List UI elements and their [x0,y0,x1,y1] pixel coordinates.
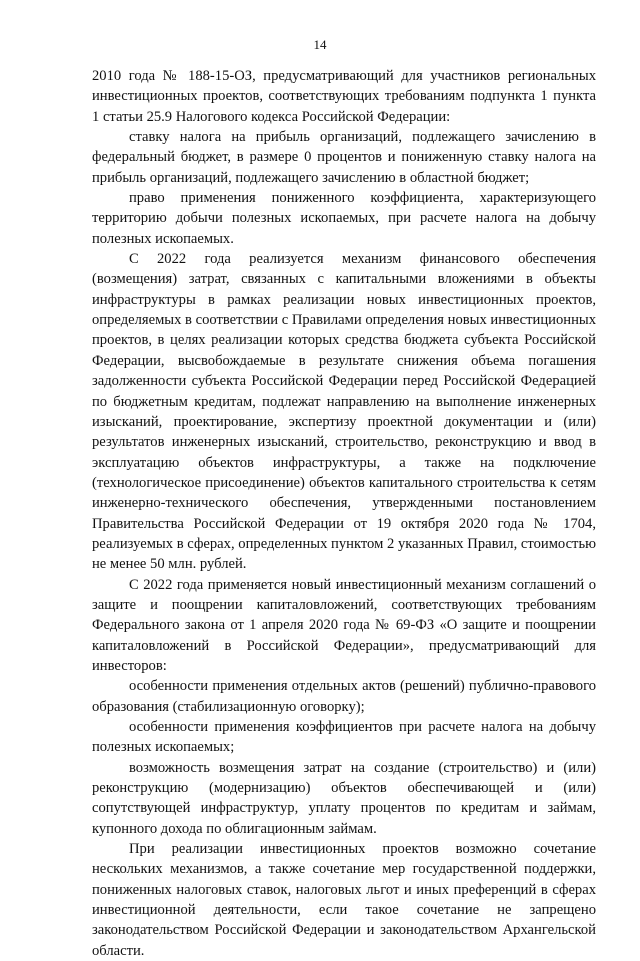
paragraph-cost-reimbursement: возможность возмещения затрат на создание (строительство) и (или) реконструкцию (модернизацию) объектов обеспечивающей и (или) сопутствующей инфраструктур, уплату процентов по кредитам и займам, купонного дохода по облигационным займам. [92,759,596,837]
paragraph-coefficients: особенности применения коэффициентов при расчете налога на добычу полезных ископаемых; [92,719,596,756]
paragraph-profit-tax-rate: ставку налога на прибыль организаций, подлежащего зачислению в федеральный бюджет, в размере 0 процентов и пониженную ставку налога на прибыль организаций, подлежащего зачислению в областной бюджет; [92,129,596,186]
page-number: 14 [313,37,327,52]
paragraph-mineral-coefficient: право применения пониженного коэффициента, характеризующего территорию добычи полезных ископаемых, при расчете налога на добычу полезных ископаемых. [92,190,596,247]
paragraph-infrastructure-mechanism: С 2022 года реализуется механизм финансового обеспечения (возмещения) затрат, связанных с капитальными вложениями в объекты инфраструктуры в рамках реализации новых инвестиционных проектов, определяемых в соответствии с Правилами определения новых инвестиционных проектов, в целях реализации которых средства бюджета субъекта Российской Федерации, высвобождаемые в результате снижения объема погашения задолженности субъекта Российской Федерации перед Российской Федерацией по бюджетным кредитам, подлежат направлению на выполнение инженерных изысканий, проектирование, экспертизу проектной документации и (или) результатов инженерных изысканий, строительство, реконструкцию и ввод в эксплуатацию объектов инфраструктуры, а также на подключение (технологическое присоединение) объектов капитального строительства к сетям инженерно-технического обеспечения, утвержденными постановлением Правительства Российской Федерации от 19 октября 2020 года № 1704, реализуемых в сферах, определенных пунктом 2 указанных Правил, стоимостью не менее 50 млн. рублей. [92,251,596,573]
paragraph-combination-of-measures: При реализации инвестиционных проектов возможно сочетание нескольких механизмов, а также сочетание мер государственной поддержки, пониженных налоговых ставок, налоговых льгот и иных преференций в сферах инвестиционной деятельности, если такое сочетание не запрещено законодательством Российской Федерации и законодательством Архангельской области. [92,841,596,959]
paragraph-investment-agreements: С 2022 года применяется новый инвестиционный механизм соглашений о защите и поощрении капиталовложений, соответствующих требованиям Федерального закона от 1 апреля 2020 года № 69-ФЗ «О защите и поощрении капиталовложений в Российской Федерации», предусматривающий для инвесторов: [92,576,596,674]
paragraph-continuation: 2010 года № 188-15-ОЗ, предусматривающий для участников региональных инвестиционных проектов, соответствующих требованиям подпункта 1 пункта 1 статьи 25.9 Налогового кодекса Российской Федерации: [92,68,596,125]
paragraph-stabilization-clause: особенности применения отдельных актов (решений) публично-правового образования (стабилизационную оговорку); [92,678,596,715]
document-body [92,66,596,961]
